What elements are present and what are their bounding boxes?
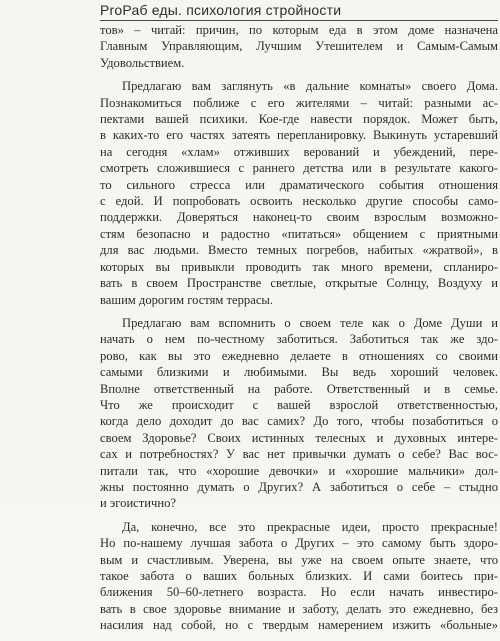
paragraph-2 xyxy=(100,78,498,308)
text-line: то сильного стресса или драматического события отношения xyxy=(100,177,498,192)
text-line: вашим дорогим гостям террасы. xyxy=(100,292,274,307)
text-line: сах и потребностях? У вас нет привычки думать о себе? Вас вос- xyxy=(100,447,498,462)
text-line: с едой. И попробовать освоить несколько другие способы само- xyxy=(100,194,498,209)
text-line: насилия над собой, но с твердым намерением изжить «больные» xyxy=(100,618,498,633)
text-line: начать о нем по-честному заботиться. Заботиться так же здо- xyxy=(100,332,498,347)
text-line: которых вы привыкли проводить так много времени, спланиро- xyxy=(100,259,498,274)
text-line: ближения 50–60-летнего возраста. Но если начать инвестиро- xyxy=(100,585,498,600)
text-line: Предлагаю вам заглянуть «в дальние комнаты» своего Дома. xyxy=(122,79,498,94)
text-line: на сегодня «хлам» отживших верований и убеждений, пере- xyxy=(100,144,498,159)
body-text xyxy=(100,22,498,641)
text-line: тов» – читай: причин, по которым еда в этом доме назначена xyxy=(100,23,498,37)
text-line: когда дело доходит до вас самих? До того, чтобы позаботиться о xyxy=(100,414,498,429)
paragraph-3 xyxy=(100,315,498,512)
text-line: Удовольствием. xyxy=(100,55,185,70)
text-line: для вас людьми. Вместо темных погребов, набитых «жратвой», в xyxy=(100,243,498,258)
text-line: такое забота о ваших больных близких. И сами боитесь при- xyxy=(100,569,498,583)
text-line: Главным Управляющим, Лучшим Утешителем и Самым-Самым xyxy=(100,39,498,54)
text-line: своем Здоровье? Своих истинных телесных и духовных интере- xyxy=(100,430,498,445)
text-line: самыми близкими и любимыми. Вы ведь хороший человек. xyxy=(100,365,498,380)
text-line: поддержки. Доверяться наконец-то своим взрослым возможно- xyxy=(100,210,498,225)
text-line: Познакомиться поближе с его жителями – читай: разными ас- xyxy=(100,95,498,110)
text-line: вать в своем Пространстве светлые, открытые Солнцу, Воздуху и xyxy=(100,276,498,291)
text-line: Да, конечно, все это прекрасные идеи, просто прекрасные! xyxy=(122,519,498,534)
text-line: и эгоистично? xyxy=(100,496,176,511)
running-header xyxy=(0,0,500,24)
text-line: пектами вашей психики. Кое-где навести порядок. Может быть, xyxy=(100,112,498,127)
text-line: в каких-то его частях затеять перепланировку. Выкинуть устаревший xyxy=(100,128,498,143)
paragraph-4 xyxy=(100,519,498,634)
text-line: жны постоянно думать о Других? А заботиться о себе – стыдно xyxy=(100,479,498,494)
header-rule xyxy=(100,20,498,21)
text-line: смотреть сложившиеся с раннего детства или в результате какого- xyxy=(100,161,498,176)
text-line: питали так, что «хорошие девочки» и «хорошие мальчики» дол- xyxy=(100,463,498,478)
text-line: вать в свое здоровье внимание и заботу, делать это ежедневно, без xyxy=(100,601,498,616)
text-line: Что же происходит с вашей взрослой ответственностью, xyxy=(100,397,498,412)
text-line: вым и счастливым. Уверена, вы уже на своем опыте знаете, что xyxy=(100,552,498,567)
text-line: Но по-нашему лучшая забота о Других – это самому быть здоро- xyxy=(100,536,498,551)
paragraph-1 xyxy=(100,22,498,71)
text-line: рово, как вы это ежедневно делаете в отношениях со своими xyxy=(100,348,498,363)
text-line: стям безопасно и радостно «питаться» общением с приятными xyxy=(100,226,498,241)
text-line: Предлагаю вам вспомнить о своем теле как о Доме Души и xyxy=(122,315,498,330)
header-title: ProРаб еды. психология стройности xyxy=(100,2,342,18)
text-line: Вполне ответственный на работе. Ответственный и в семье. xyxy=(100,381,498,396)
